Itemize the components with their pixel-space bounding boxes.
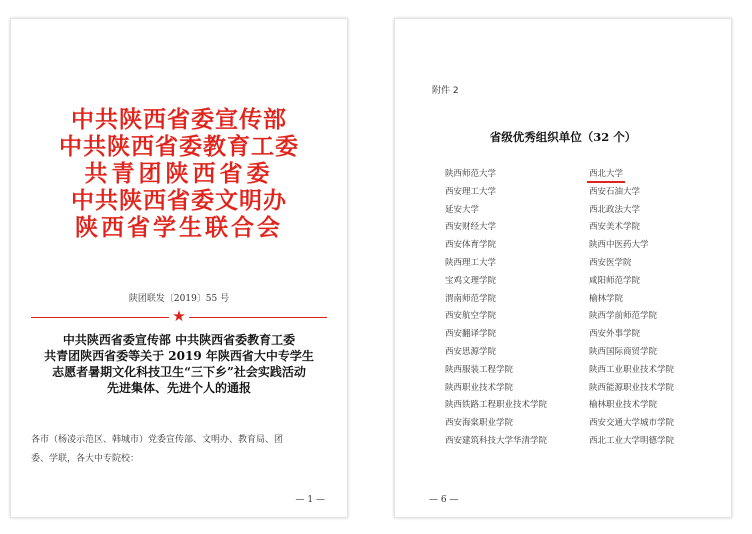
list-item: 榆林职业技术学院 — [589, 400, 658, 411]
unit-list-left — [445, 166, 547, 451]
header-line-5: 陕西省学生联合会 — [75, 215, 283, 241]
list-item: 陕西理工大学 — [445, 257, 497, 268]
list-item: 陕西学前师范学院 — [589, 311, 658, 322]
red-underline-mark — [587, 181, 625, 183]
list-item-highlighted — [589, 166, 674, 184]
list-item: 西安思源学院 — [445, 346, 497, 357]
document-page-6 — [394, 18, 732, 518]
list-item: 西安交通大学城市学院 — [589, 418, 675, 429]
list-item: 西安美术学院 — [589, 222, 641, 233]
list-item: 西北工业大学明德学院 — [589, 435, 675, 446]
list-item: 西安翻译学院 — [445, 329, 497, 340]
list-item: 陕西能源职业技术学院 — [589, 382, 675, 393]
list-item: 陕西师范大学 — [445, 169, 497, 179]
list-item: 陕西服装工程学院 — [445, 364, 514, 375]
list-item: 西北政法大学 — [589, 204, 641, 215]
header-line-2: 中共陕西省委教育工委 — [59, 134, 299, 160]
page-number: — 1 — — [295, 495, 325, 505]
header-line-1: 中共陕西省委宣传部 — [71, 107, 287, 133]
list-item: 西安外事学院 — [589, 329, 641, 340]
divider-left — [31, 317, 169, 318]
list-item: 陕西职业技术学院 — [445, 382, 514, 393]
title-line-3: 志愿者暑期文化科技卫生“三下乡”社会实践活动 — [52, 365, 306, 379]
title-line-1: 中共陕西省委宣传部 中共陕西省委教育工委 — [62, 333, 296, 347]
title-line-2: 共青团陕西省委等关于 2019 年陕西省大中专学生 — [44, 349, 314, 363]
list-item: 西安航空学院 — [445, 311, 497, 322]
list-item: 西安医学院 — [589, 257, 632, 268]
list-item: 西安海棠职业学院 — [445, 418, 514, 429]
highlighted-unit-label: 西北大学 — [589, 169, 624, 179]
page-number: — 6 — — [429, 495, 459, 505]
list-item: 西安财经大学 — [445, 222, 497, 233]
notice-title — [11, 332, 347, 396]
red-star-icon: ★ — [172, 307, 186, 325]
highlighted-unit — [589, 166, 623, 184]
list-item: 西安石油大学 — [589, 186, 641, 197]
document-page-1 — [10, 18, 348, 518]
divider-right — [189, 317, 327, 318]
title-line-4: 先进集体、先进个人的通报 — [106, 381, 251, 395]
red-header-block — [11, 107, 347, 242]
recipients-line-1: 各市（杨凌示范区、韩城市）党委宣传部、文明办、教育局、团 — [31, 435, 284, 445]
recipients-line-2: 委、学联，各大中专院校： — [31, 454, 140, 464]
list-title: 省级优秀组织单位（32 个） — [489, 130, 637, 144]
recipients — [31, 431, 336, 469]
list-item: 宝鸡文理学院 — [445, 275, 497, 286]
list-item: 西安建筑科技大学华清学院 — [445, 435, 548, 446]
list-item: 陕西铁路工程职业技术学院 — [445, 400, 548, 411]
list-item: 咸阳师范学院 — [589, 275, 641, 286]
list-item: 渭南师范学院 — [445, 293, 497, 304]
header-line-3: 共青团陕西省委 — [84, 161, 274, 187]
list-item: 延安大学 — [445, 204, 480, 215]
header-line-4: 中共陕西省委文明办 — [71, 188, 287, 214]
list-item: 陕西国际商贸学院 — [589, 346, 658, 357]
unit-list-right — [589, 166, 674, 451]
list-item: 陕西中医药大学 — [589, 240, 649, 251]
attachment-label: 附件 2 — [432, 86, 459, 96]
list-item: 西安体育学院 — [445, 240, 497, 251]
document-number: 陕团联发〔2019〕55 号 — [128, 294, 230, 304]
list-item: 西安理工大学 — [445, 186, 497, 197]
list-item: 榆林学院 — [589, 293, 624, 304]
list-item: 陕西工业职业技术学院 — [589, 364, 675, 375]
